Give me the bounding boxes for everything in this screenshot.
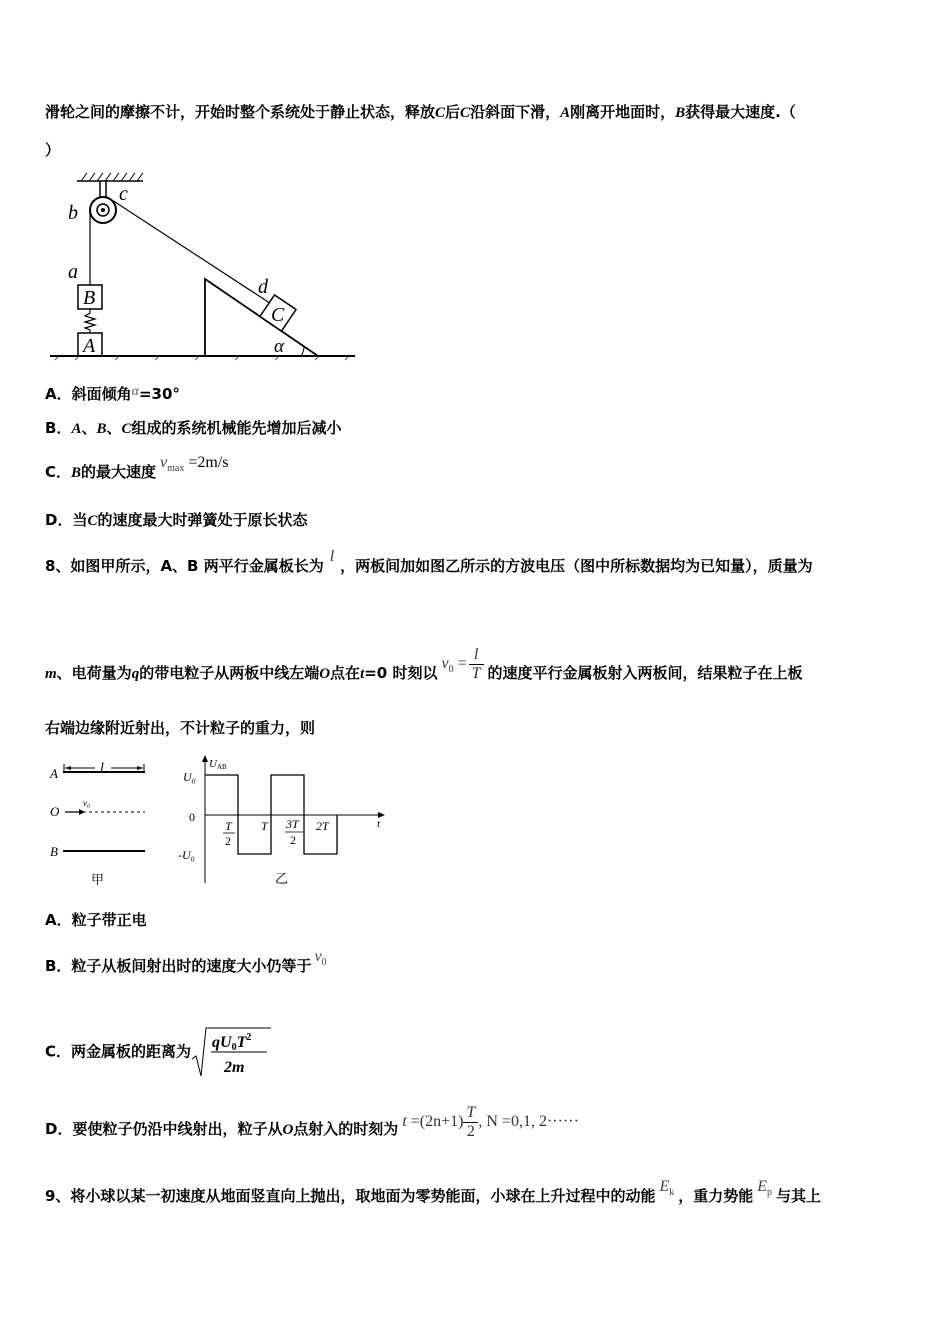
q8-option-b: [45, 948, 327, 983]
q7-text: 沿斜面下滑，: [470, 103, 561, 121]
option-text: 的速度最大时弹簧处于原长状态: [97, 511, 308, 529]
q9-stem-line1: [45, 1178, 822, 1213]
sqrt-numerator: $qU0T^2$: [212, 1032, 252, 1053]
spring: [85, 309, 95, 333]
var-v: v: [314, 948, 322, 965]
option-text: B．: [45, 419, 72, 437]
tick-T: T: [261, 819, 268, 833]
var-A: A: [560, 105, 571, 121]
option-text: 、: [81, 419, 97, 437]
tick-3t-half-den: 2: [290, 833, 296, 847]
q8-text: 的速度平行金属板射入两板间，结果粒子在上板: [487, 664, 803, 683]
tick-t-half-num: T: [225, 819, 232, 833]
var-t: t: [360, 666, 365, 683]
vmax-value: =2m/s: [188, 454, 229, 471]
q7-option-a: [45, 382, 180, 404]
formula-text: =(2n+1): [410, 1113, 464, 1131]
var-B: B: [96, 421, 107, 437]
subscript-0: 0: [448, 664, 454, 676]
alpha-symbol: α: [131, 384, 139, 399]
q7-option-c: [45, 454, 229, 489]
fraction-denominator: 2: [466, 1123, 475, 1140]
q7-stem-line2: ）: [45, 141, 61, 159]
vmax-formula: [160, 454, 229, 474]
var-B: B: [71, 465, 82, 481]
option-text: D．要使粒子仍沿中线射出，粒子从: [45, 1120, 283, 1139]
q8-text: =0 时刻以: [364, 664, 438, 683]
equals-sign: =: [457, 655, 467, 673]
v0-formula: [441, 646, 483, 683]
tick-neg-u0: -U₀: [178, 848, 195, 862]
option-text: 、: [106, 419, 122, 437]
q7-text: 刚离开地面时，: [570, 103, 676, 121]
q8-text: 8、如图甲所示，A、B 两平行金属板长为: [45, 557, 324, 575]
sqrt-denominator: 2m: [224, 1059, 245, 1076]
fraction-numerator: l: [469, 646, 484, 665]
l-over-T-fraction: [469, 646, 484, 683]
q8-text: 的带电粒子从两板中线左端: [139, 664, 320, 683]
var-A: A: [71, 421, 82, 437]
option-text: D．当: [45, 511, 88, 529]
axis-label-uab: UAB: [209, 758, 227, 771]
q8-figure-yi: [175, 755, 390, 888]
tick-t-half-den: 2: [225, 834, 231, 848]
q8-text: ，两板间加如图乙所示的方波电压（图中所标数据均为已知量），质量为: [340, 557, 813, 575]
point-O-label: O: [50, 804, 60, 819]
q7-figure: [45, 168, 360, 368]
label-a: a: [68, 261, 78, 283]
subscript-k: k: [669, 1187, 675, 1198]
option-text: 点射入的时刻为: [293, 1120, 399, 1139]
plate-A-label: A: [50, 766, 58, 781]
var-v: v: [160, 454, 168, 471]
angle-alpha: α: [274, 336, 284, 357]
var-q: q: [131, 666, 140, 683]
tick-3t-half-num: 3T: [286, 817, 299, 831]
var-t: t: [402, 1113, 407, 1131]
tick-2T: 2T: [316, 819, 329, 833]
q8-option-c: [45, 1026, 271, 1078]
var-l: l: [329, 548, 335, 565]
tick-u0: U₀: [183, 770, 196, 784]
q8-text: 、电荷量为: [56, 664, 132, 683]
caption-yi: 乙: [275, 871, 289, 886]
block-C-label: C: [271, 304, 285, 326]
formula-text: , N =0,1, 2······: [478, 1113, 579, 1131]
subscript-max: max: [167, 463, 185, 474]
q8-option-d: [45, 1104, 579, 1149]
var-C: C: [435, 105, 446, 121]
var-C: C: [460, 105, 471, 121]
option-text: A．斜面倾角: [45, 385, 132, 403]
q7-option-b: [45, 418, 342, 439]
sqrt-sign: [191, 1026, 271, 1078]
q7-text: 滑轮之间的摩擦不计，开始时整个系统处于静止状态，释放: [45, 103, 436, 121]
q8-figure-jia: [45, 758, 155, 888]
v0-label: v₀: [83, 798, 91, 808]
block-B-label: B: [83, 287, 96, 309]
var-O: O: [319, 666, 331, 683]
option-text: 的最大速度: [81, 463, 157, 481]
plate-B-label: B: [50, 844, 58, 859]
var-E: E: [659, 1178, 670, 1195]
var-C: C: [87, 513, 98, 529]
fraction-denominator: T: [471, 665, 481, 682]
q8-option-a: A．粒子带正电: [45, 911, 147, 929]
sqrt-formula: [191, 1026, 271, 1078]
q8-stem-line3: 右端边缘附近射出，不计粒子的重力，则: [45, 719, 316, 737]
v0-symbol: [314, 948, 327, 968]
q8-stem-line1: [45, 548, 813, 577]
q9-text: ，重力势能: [678, 1187, 754, 1205]
T-over-2-fraction: [463, 1104, 478, 1141]
option-text: C．: [45, 463, 72, 481]
subscript-p: p: [767, 1187, 773, 1198]
block-A-label: A: [83, 335, 96, 357]
q7-option-d: [45, 510, 307, 531]
length-l-label: l: [100, 761, 104, 776]
q8-text: 点在: [330, 664, 361, 683]
caption-jia: 甲: [91, 872, 105, 887]
var-O: O: [282, 1122, 294, 1139]
q8-stem-line2: [45, 646, 803, 693]
var-m: m: [45, 666, 57, 683]
q9-text: 与其上: [776, 1187, 822, 1205]
var-B: B: [675, 105, 686, 121]
label-d: d: [258, 276, 268, 298]
q9-text: 9、将小球以某一初速度从地面竖直向上抛出，取地面为零势能面，小球在上升过程中的动能: [45, 1187, 656, 1205]
ep-symbol: [757, 1178, 773, 1198]
tick-zero: 0: [189, 810, 195, 824]
time-formula: [402, 1104, 579, 1141]
q7-text: 后: [445, 103, 461, 121]
label-c: c: [119, 183, 128, 205]
var-v: v: [441, 655, 449, 673]
q7-stem-line1: [45, 102, 796, 123]
option-text: =30°: [138, 385, 180, 403]
q7-text: 获得最大速度.（: [685, 103, 796, 121]
option-text: C．两金属板的距离为: [45, 1042, 192, 1061]
ek-symbol: [659, 1178, 675, 1198]
var-E: E: [757, 1178, 768, 1195]
option-text: 组成的系统机械能先增加后减小: [131, 419, 342, 437]
option-text: B．粒子从板间射出时的速度大小仍等于: [45, 957, 312, 975]
var-C: C: [121, 421, 132, 437]
fraction-numerator: T: [463, 1104, 478, 1123]
subscript-0: 0: [321, 957, 327, 968]
label-b: b: [68, 202, 78, 224]
axis-label-t: t: [377, 818, 381, 830]
